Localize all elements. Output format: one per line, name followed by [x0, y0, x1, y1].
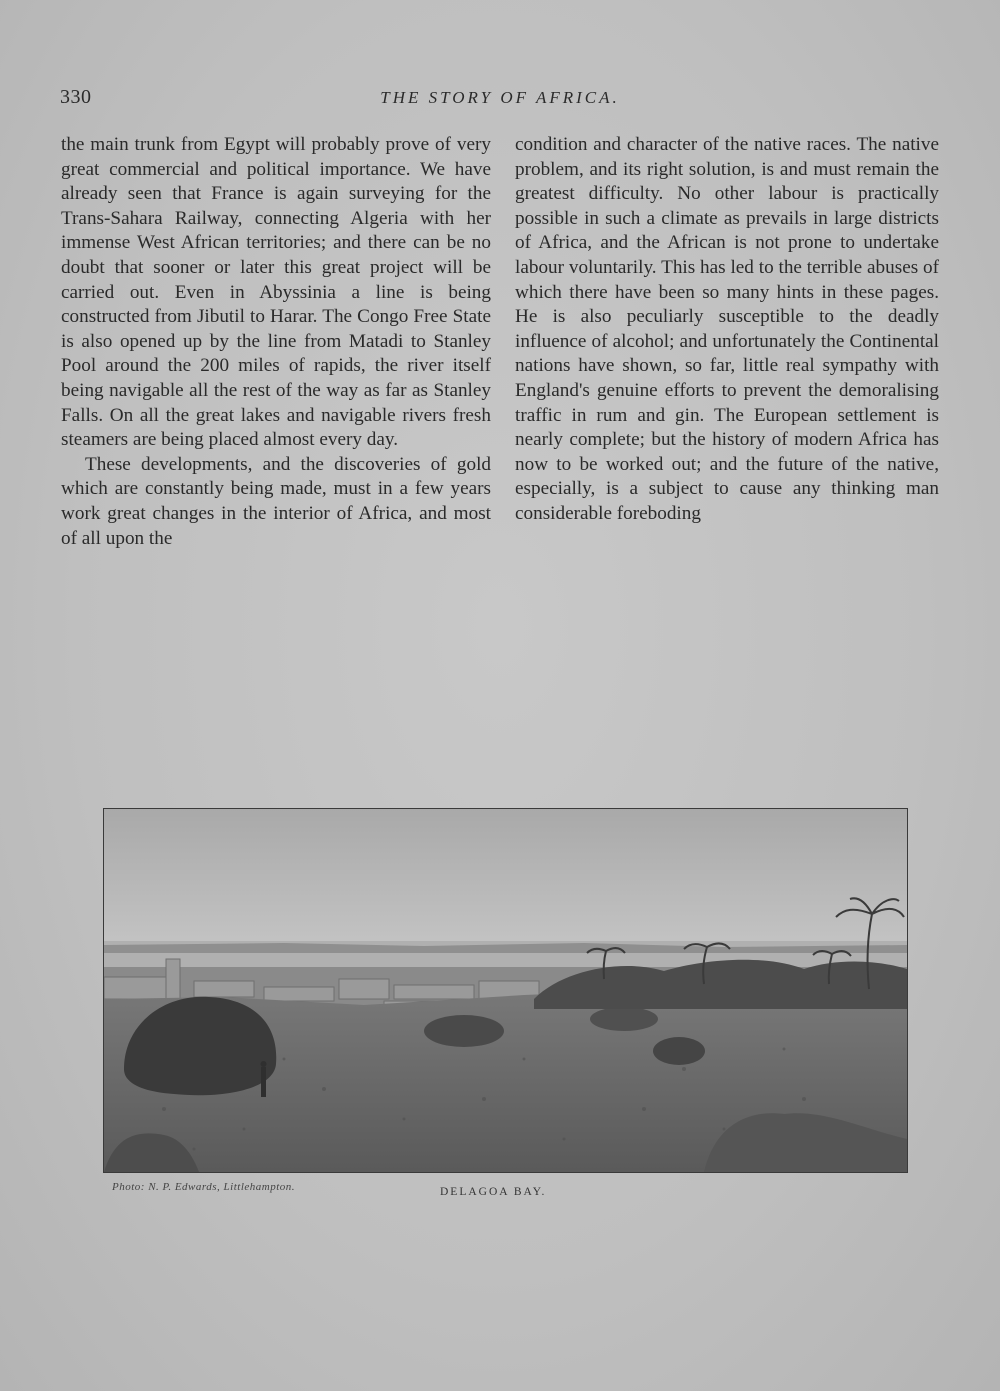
left-paragraph-1: the main trunk from Egypt will probably prove of very great commercial and political importance. We have already seen that France is again surveying for the Trans-Sahara Railway, connecting Algeria with her immense West African territories; and there can be no doubt that sooner or later this great project will be carried out. Even in Abyssinia a line is being constructed from Jibutil to Harar. The Congo Free State is also opened up by the line from Matadi to Stanley Pool around the 200 miles of rapids, the river itself being navigable all the rest of the way as far as Stanley Falls. On all the great lakes and navigable rivers fresh steamers are being placed almost every day. — [61, 134, 491, 451]
delagoa-bay-photograph — [103, 808, 908, 1173]
standing-figure — [261, 1067, 266, 1097]
sky — [104, 809, 907, 949]
running-head: THE STORY OF AFRICA. — [380, 88, 620, 107]
photo-credit: Photo: N. P. Edwards, Littlehampton. — [112, 1181, 296, 1193]
right-paragraph-1: condition and character of the native races. The native problem, and its right solution, is and must remain the greatest difficulty. No other labour is practically possible in such a climate as prevails in large districts of Africa, and the African is not prone to undertake labour voluntarily. This has led to the terrible abuses of which there have been so many hints in these pages. He is also peculiarly susceptible to the deadly influence of alcohol; and unfortunately the Continental nations have shown, so far, little real sympathy with England's genuine efforts to prevent the demoralising traffic in rum and gin. The European settlement is nearly complete; but the history of modern Africa has now to be worked out; and the future of the native, especially, is a subject to cause any thinking man considerable foreboding — [515, 134, 939, 524]
bush — [653, 1037, 705, 1065]
bush — [424, 1015, 504, 1047]
bush — [590, 1007, 658, 1031]
left-column — [61, 133, 491, 551]
left-paragraph-2: These developments, and the discoveries of gold which are constantly being made, must in a few years work great changes in the interior of Africa, and most of all upon the — [61, 453, 491, 549]
tree-line — [534, 960, 907, 1009]
photograph-illustration — [104, 809, 907, 1172]
page-number: 330 — [60, 86, 92, 108]
figure-caption: DELAGOA BAY. — [440, 1186, 547, 1198]
right-column — [515, 133, 939, 527]
